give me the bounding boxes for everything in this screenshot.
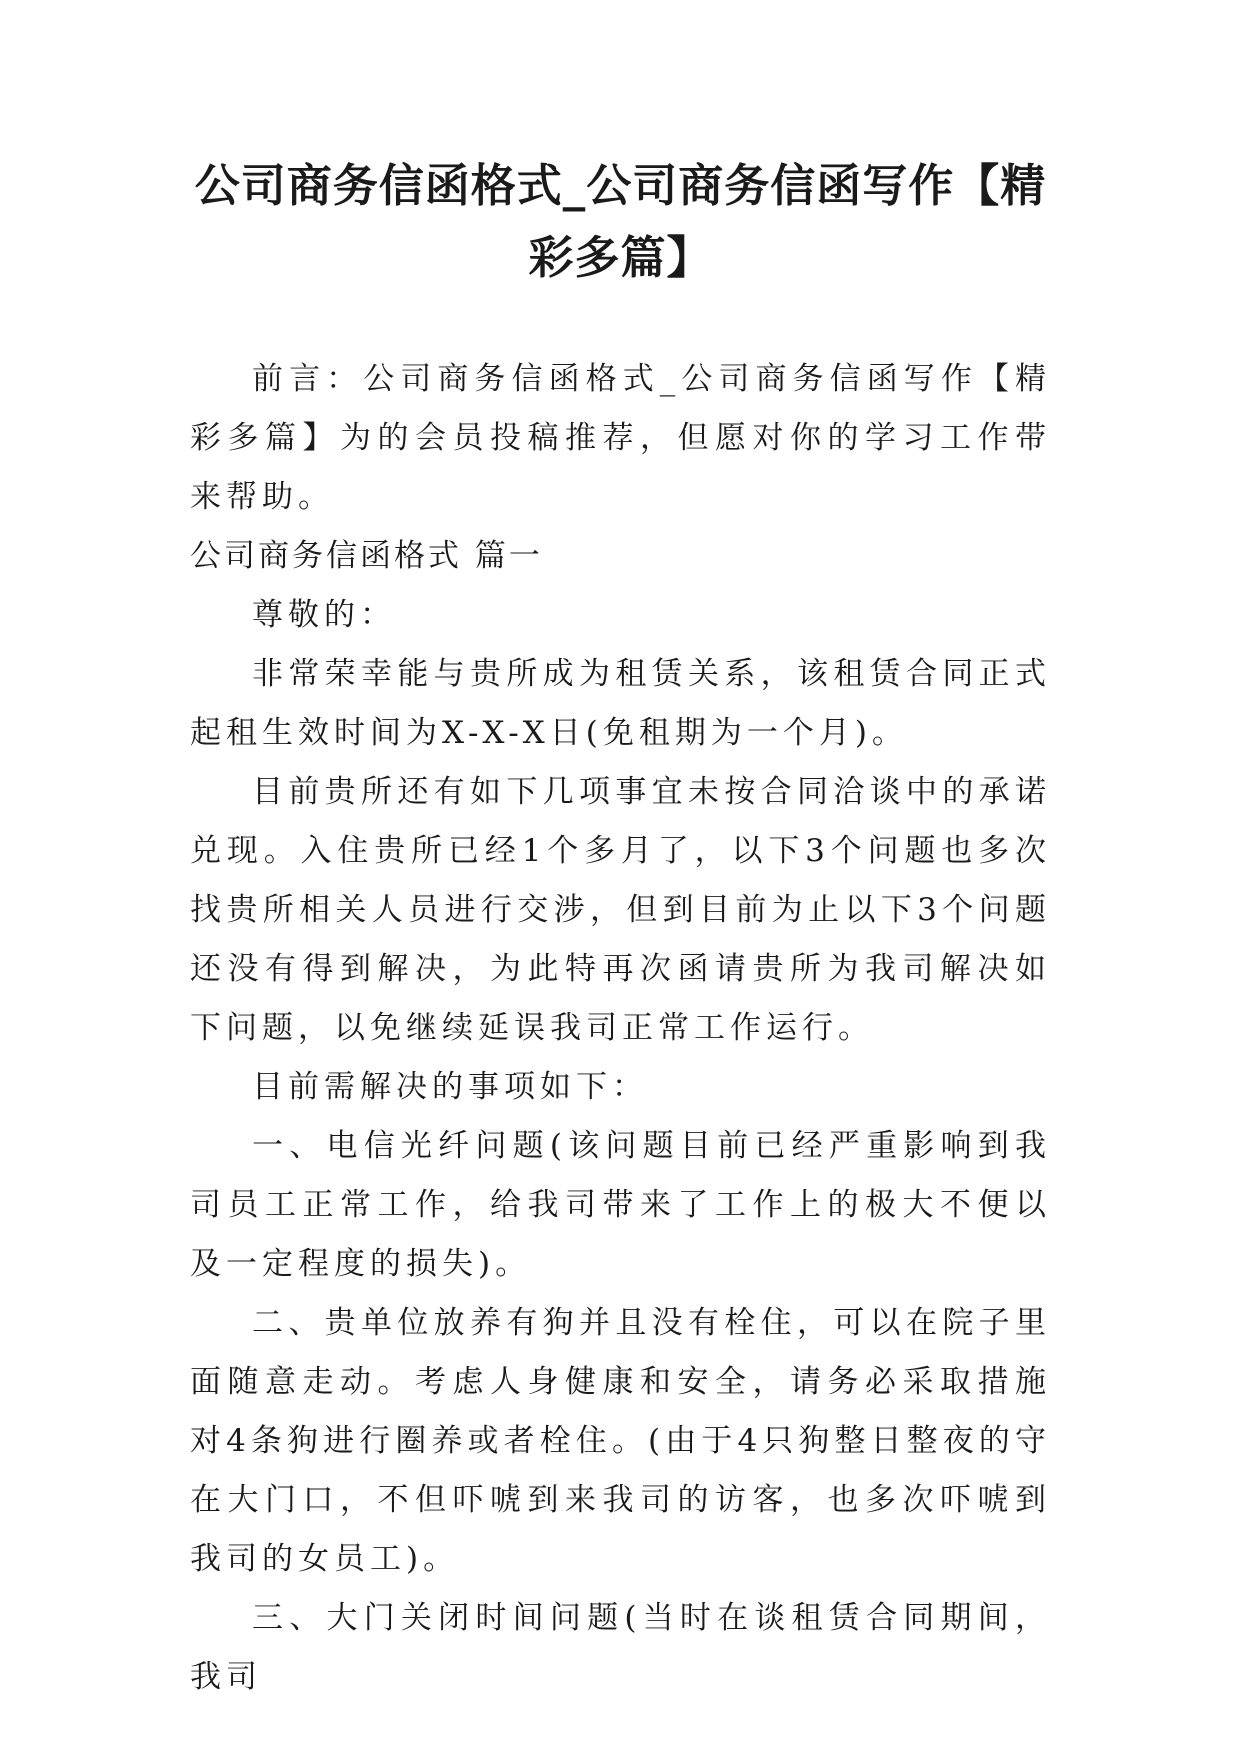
preface-paragraph: 前言：公司商务信函格式_公司商务信函写作【精彩多篇】为的会员投稿推荐，但愿对你的学习工作带来帮助。	[190, 361, 1051, 515]
section-one	[190, 527, 1051, 1707]
body-paragraph: 目前需解决的事项如下：	[252, 1069, 648, 1105]
salutation: 尊敬的：	[252, 597, 396, 633]
issue-item-3: 三、大门关闭时间问题(当时在谈租赁合同期间，我司	[190, 1600, 1051, 1695]
document-title: 公司商务信函格式_公司商务信函写作【精彩多篇】	[194, 159, 1047, 284]
preface-block	[190, 350, 1051, 527]
issue-item-1: 一、电信光纤问题(该问题目前已经严重影响到我司员工正常工作，给我司带来了工作上的极大不便以及一定程度的损失)。	[190, 1128, 1051, 1282]
body-paragraph: 目前贵所还有如下几项事宜未按合同洽谈中的承诺兑现。入住贵所已经1个多月了，以下3个问题也多次找贵所相关人员进行交涉，但到目前为止以下3个问题还没有得到解决，为此特再次函请贵所为我司解决如下问题，以免继续延误我司正常工作运行。	[190, 774, 1051, 1046]
section-heading: 公司商务信函格式 篇一	[190, 538, 543, 574]
issue-item-2: 二、贵单位放养有狗并且没有栓住，可以在院子里面随意走动。考虑人身健康和安全，请务必采取措施对4条狗进行圈养或者栓住。(由于4只狗整日整夜的守在大门口，不但吓唬到来我司的访客，也多次吓唬到我司的女员工)。	[190, 1305, 1051, 1577]
body-paragraph: 非常荣幸能与贵所成为租赁关系，该租赁合同正式起租生效时间为X-X-X日(免租期为一个月)。	[190, 656, 1051, 751]
